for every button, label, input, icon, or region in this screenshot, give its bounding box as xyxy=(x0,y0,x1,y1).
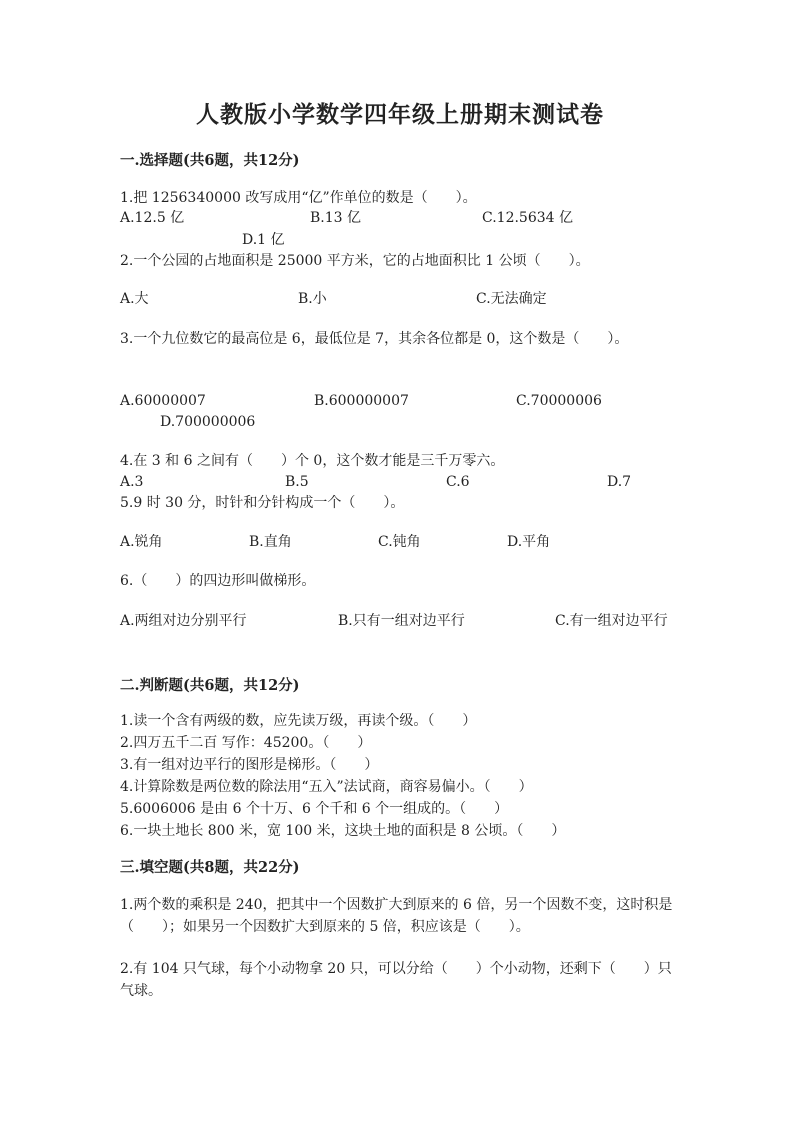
question-4: 4.在 3 和 6 之间有（ ）个 0，这个数才能是三千万零六。 xyxy=(120,453,505,469)
option-2c: C.无法确定 xyxy=(476,291,547,307)
option-1b: B.13 亿 xyxy=(310,210,362,226)
question-5: 5.9 时 30 分，时针和分针构成一个（ ）。 xyxy=(120,495,405,511)
question-1: 1.把 1256340000 改写成用“亿”作单位的数是（ ）。 xyxy=(120,190,477,206)
page-title: 人教版小学数学四年级上册期末测试卷 xyxy=(196,101,604,128)
option-1c: C.12.5634 亿 xyxy=(482,210,574,226)
option-5c: C.钝角 xyxy=(378,534,421,550)
option-3c: C.70000006 xyxy=(516,393,602,409)
option-6c: C.有一组对边平行 xyxy=(555,613,668,629)
option-6a: A.两组对边分别平行 xyxy=(120,613,247,629)
option-3a: A.60000007 xyxy=(120,393,206,409)
option-2b: B.小 xyxy=(298,291,327,307)
option-3b: B.600000007 xyxy=(314,393,409,409)
section-heading-judge: 二.判断题(共6题，共12分) xyxy=(120,677,300,694)
option-6b: B.只有一组对边平行 xyxy=(338,613,465,629)
fill-item-1: 1.两个数的乘积是 240，把其中一个因数扩大到原来的 6 倍，另一个因数不变，这时积是（ ）；如果另一个因数扩大到原来的 5 倍，积应该是（ ）。 xyxy=(120,897,673,935)
question-6: 6.（ ）的四边形叫做梯形。 xyxy=(120,573,316,589)
option-4d: D.7 xyxy=(607,474,632,490)
question-2: 2.一个公园的占地面积是 25000 平方米，它的占地面积比 1 公顷（ ）。 xyxy=(120,253,590,269)
option-5d: D.平角 xyxy=(507,534,551,550)
option-5a: A.锐角 xyxy=(120,534,163,550)
section-heading-choice: 一.选择题(共6题，共12分) xyxy=(120,152,300,169)
option-1a: A.12.5 亿 xyxy=(120,210,185,226)
fill-item-2: 2.有 104 只气球，每个小动物拿 20 只，可以分给（ ）个小动物，还剩下（ ）只气球。 xyxy=(120,961,672,999)
option-4c: C.6 xyxy=(446,474,470,490)
option-4b: B.5 xyxy=(285,474,309,490)
option-4a: A.3 xyxy=(120,474,144,490)
option-5b: B.直角 xyxy=(249,534,292,550)
option-1d: D.1 亿 xyxy=(242,232,285,248)
section-heading-fill: 三.填空题(共8题，共22分) xyxy=(120,859,300,876)
option-2a: A.大 xyxy=(120,291,149,307)
option-3d: D.700000006 xyxy=(160,414,256,430)
judge-item-4: 4.计算除数是两位数的除法用“五入”法试商，商容易偏小。（ ） xyxy=(120,779,533,795)
judge-item-2: 2.四万五千二百 写作：45200。（ ） xyxy=(120,735,372,751)
judge-item-5: 5.6006006 是由 6 个十万、6 个千和 6 个一组成的。（ ） xyxy=(120,801,509,817)
judge-item-6: 6.一块土地长 800 米，宽 100 米，这块土地的面积是 8 公顷。（ ） xyxy=(120,823,566,839)
judge-item-1: 1.读一个含有两级的数，应先读万级，再读个级。（ ） xyxy=(120,713,477,729)
judge-item-3: 3.有一组对边平行的图形是梯形。（ ） xyxy=(120,757,379,773)
question-3: 3.一个九位数它的最高位是 6，最低位是 7，其余各位都是 0，这个数是（ ）。 xyxy=(120,331,629,347)
